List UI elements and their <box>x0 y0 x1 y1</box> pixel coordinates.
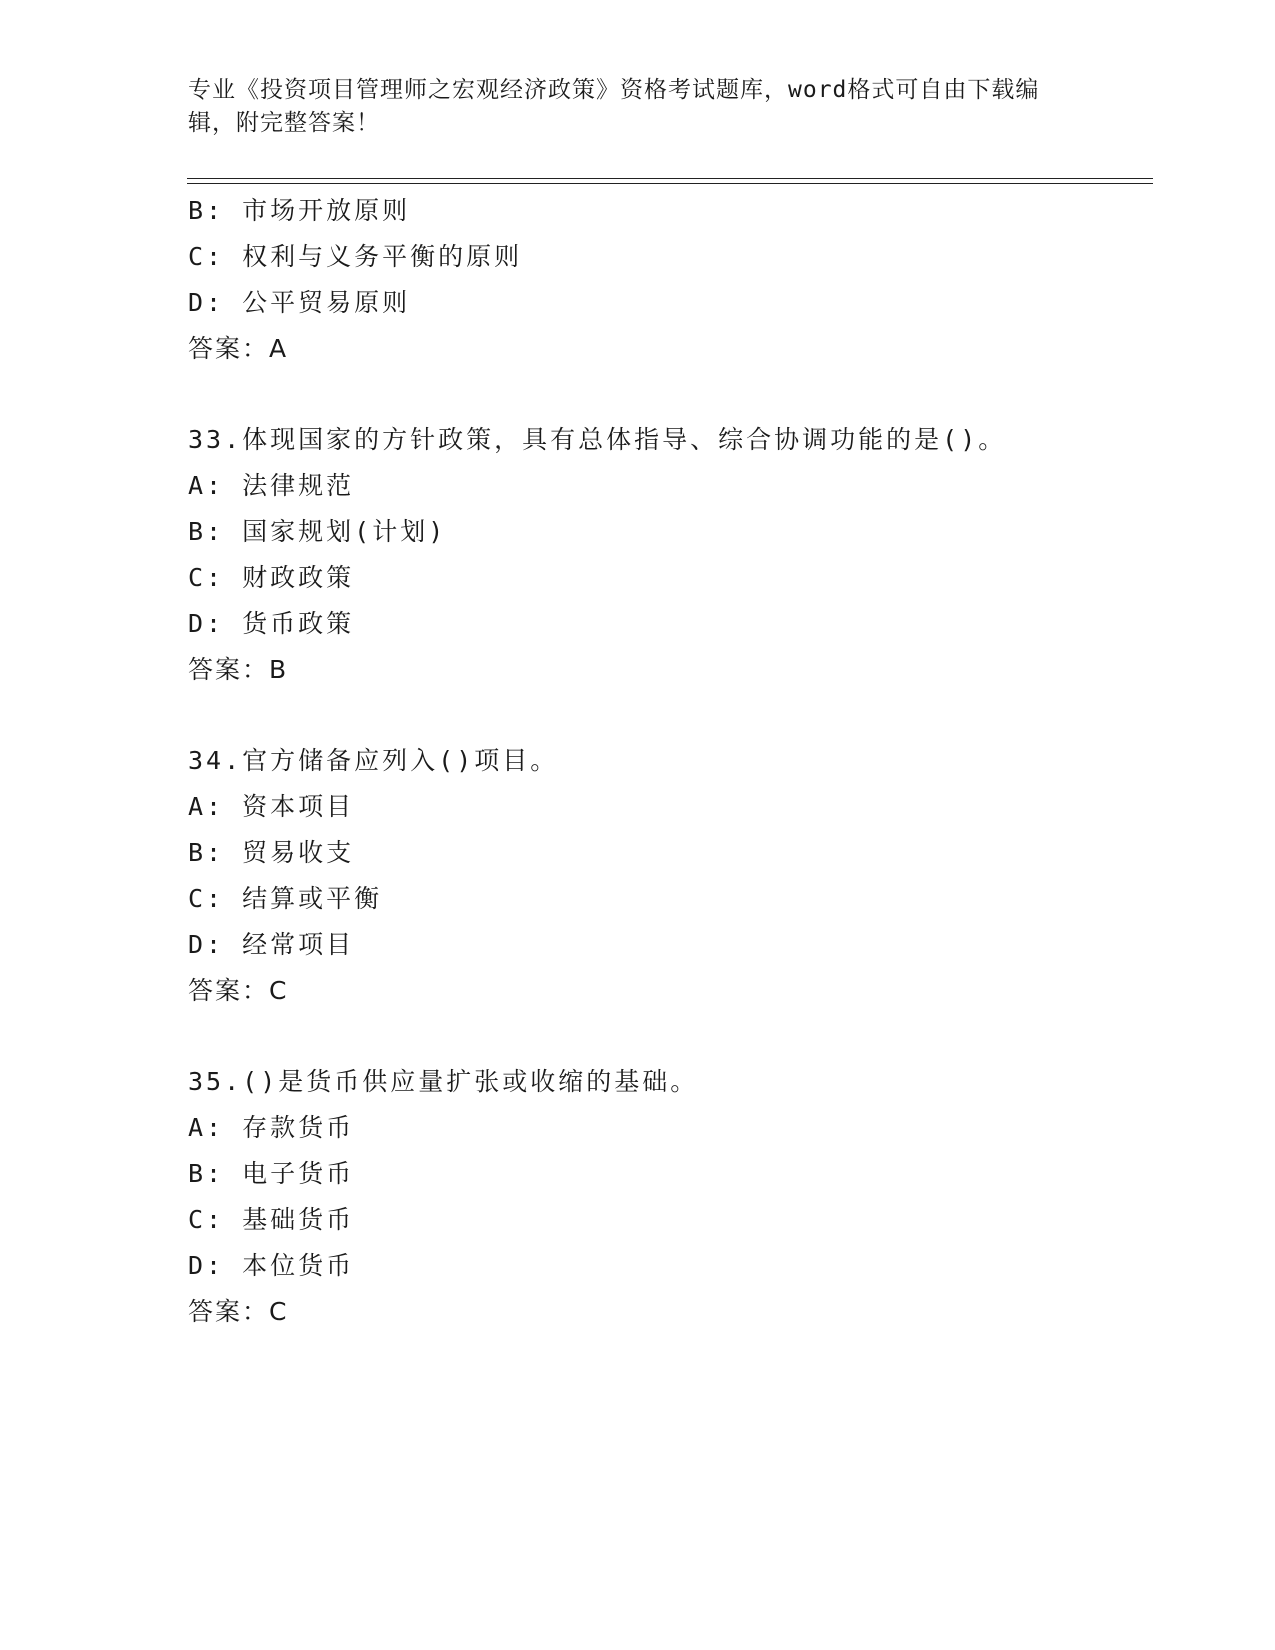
option-a: A: 资本项目 <box>188 792 355 821</box>
question-stem: 35.()是货币供应量扩张或收缩的基础。 <box>188 1067 699 1096</box>
option-b: B: 市场开放原则 <box>188 196 411 225</box>
option-c: C: 权利与义务平衡的原则 <box>188 242 523 271</box>
question-stem: 34.官方储备应列入()项目。 <box>188 746 559 775</box>
option-b: B: 国家规划(计划) <box>188 517 447 546</box>
answer-line: 答案：B <box>188 655 289 684</box>
question-35 <box>188 1059 1148 1335</box>
header-line-1: 专业《投资项目管理师之宏观经济政策》资格考试题库，word格式可自由下载编 <box>188 77 1040 103</box>
option-b: B: 电子货币 <box>188 1159 355 1188</box>
option-d: D: 本位货币 <box>188 1251 355 1280</box>
option-a: A: 存款货币 <box>188 1113 355 1142</box>
answer-line: 答案：A <box>188 334 289 363</box>
option-d: D: 经常项目 <box>188 930 355 959</box>
answer-line: 答案：C <box>188 1297 289 1326</box>
option-c: C: 基础货币 <box>188 1205 355 1234</box>
continued-question <box>188 188 1148 372</box>
option-c: C: 财政政策 <box>188 563 355 592</box>
header-line-2: 辑，附完整答案！ <box>188 110 380 136</box>
answer-line: 答案：C <box>188 976 289 1005</box>
option-c: C: 结算或平衡 <box>188 884 383 913</box>
option-b: B: 贸易收支 <box>188 838 355 867</box>
question-stem: 33.体现国家的方针政策，具有总体指导、综合协调功能的是()。 <box>188 425 1007 454</box>
question-33 <box>188 417 1148 693</box>
option-d: D: 货币政策 <box>188 609 355 638</box>
document-header <box>188 74 1068 140</box>
question-list <box>188 188 1148 1335</box>
option-a: A: 法律规范 <box>188 471 355 500</box>
question-34 <box>188 738 1148 1014</box>
header-divider-top <box>187 178 1153 179</box>
header-divider-bottom <box>187 183 1153 184</box>
option-d: D: 公平贸易原则 <box>188 288 411 317</box>
